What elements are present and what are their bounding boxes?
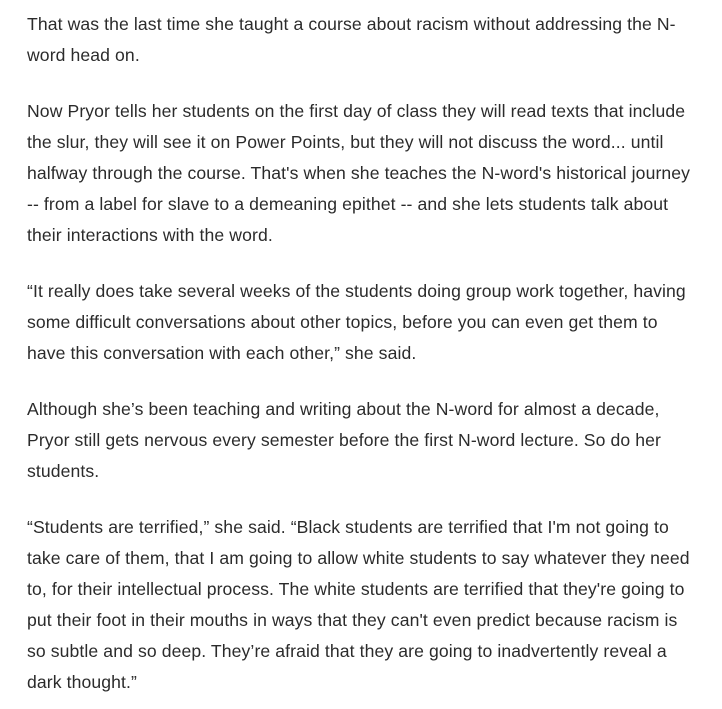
paragraph-first-day-of-class: Now Pryor tells her students on the first day of class they will read texts that include the slur, they will see it on Power Points, but they will not discuss the word... until halfway through the course. That's when she teaches the N-word's historical journey -- from a label for slave to a demeaning epithet -- and she lets students talk about their interactions with the word. xyxy=(27,101,691,245)
paragraph-last-time: That was the last time she taught a course about racism without addressing the N-word head on. xyxy=(27,14,676,65)
paragraph-quote-students-terrified: “Students are terrified,” she said. “Black students are terrified that I'm not going to take care of them, that I am going to allow white students to say whatever they need to, for their intellectual process. The white students are terrified that they're going to put their foot in their mouths in ways that they can't even predict because racism is so subtle and so deep. They’re afraid that they are going to inadvertently reveal a dark thought.” xyxy=(27,517,690,692)
paragraph-quote-several-weeks: “It really does take several weeks of the students doing group work together, having some difficult conversations about other topics, before you can even get them to have this conversation with each other,” she said. xyxy=(27,281,686,363)
article-body xyxy=(27,9,695,698)
paragraph-nervous-every-semester: Although she’s been teaching and writing about the N-word for almost a decade, Pryor still gets nervous every semester before the first N-word lecture. So do her students. xyxy=(27,399,662,481)
